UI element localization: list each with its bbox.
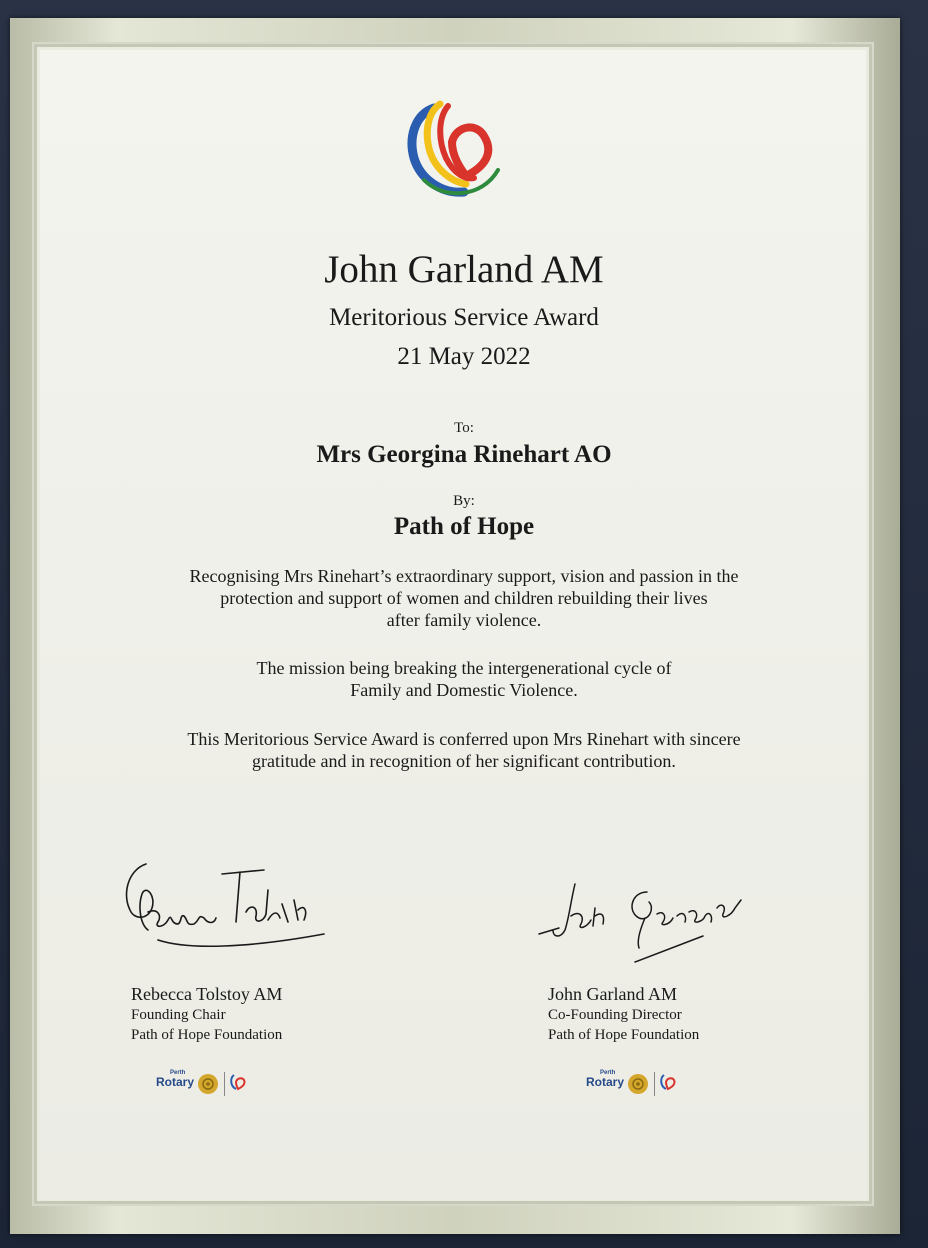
citation-paragraph-1 [0,565,928,631]
to-label: To: [454,420,474,436]
footer-logos-right [582,1068,692,1102]
path-of-hope-heart-logo-small-icon [228,1072,248,1092]
citation-paragraph-2 [0,657,928,701]
citation-line: Recognising Mrs Rinehart’s extraordinary support, vision and passion in the [189,566,739,586]
award-name: John Garland AM [324,248,604,291]
citation-line: Family and Domestic Violence. [350,680,578,700]
rotary-label: Rotary [586,1075,625,1089]
signatory-name: John Garland AM [548,984,677,1004]
citation-line: after family violence. [386,610,542,630]
logo-divider [654,1072,655,1096]
footer-logos-left [152,1068,262,1102]
presenting-organization: Path of Hope [393,513,535,540]
by-label: By: [453,493,475,509]
citation-paragraph-3 [0,728,928,772]
signature-rebecca-tolstoy [118,850,333,960]
rotary-perth-label: Perth [170,1070,186,1076]
signatory-right [548,983,699,1045]
rotary-wheel-icon [626,1072,650,1096]
recipient-name: Mrs Georgina Rinehart AO [316,441,612,468]
award-subtitle: Meritorious Service Award [329,304,599,331]
signatory-name: Rebecca Tolstoy AM [131,984,283,1004]
rotary-label: Rotary [156,1075,195,1089]
path-of-hope-heart-logo-icon [404,96,504,200]
signatory-organization: Path of Hope Foundation [131,1027,283,1043]
award-date: 21 May 2022 [397,343,531,370]
signatory-role: Co-Founding Director [548,1007,682,1023]
rotary-wheel-icon [196,1072,220,1096]
citation-line: protection and support of women and children rebuilding their lives [220,588,708,608]
signatory-role: Founding Chair [131,1007,226,1023]
path-of-hope-heart-logo-small-icon [658,1072,678,1092]
citation-line: The mission being breaking the intergenerational cycle of [256,658,672,678]
rotary-perth-label: Perth [600,1070,616,1076]
citation-line: gratitude and in recognition of her significant contribution. [252,751,676,771]
signatory-organization: Path of Hope Foundation [548,1027,700,1043]
citation-line: This Meritorious Service Award is conferred upon Mrs Rinehart with sincere [187,729,741,749]
signature-john-garland [535,872,755,972]
signatory-left [131,983,282,1045]
logo-divider [224,1072,225,1096]
